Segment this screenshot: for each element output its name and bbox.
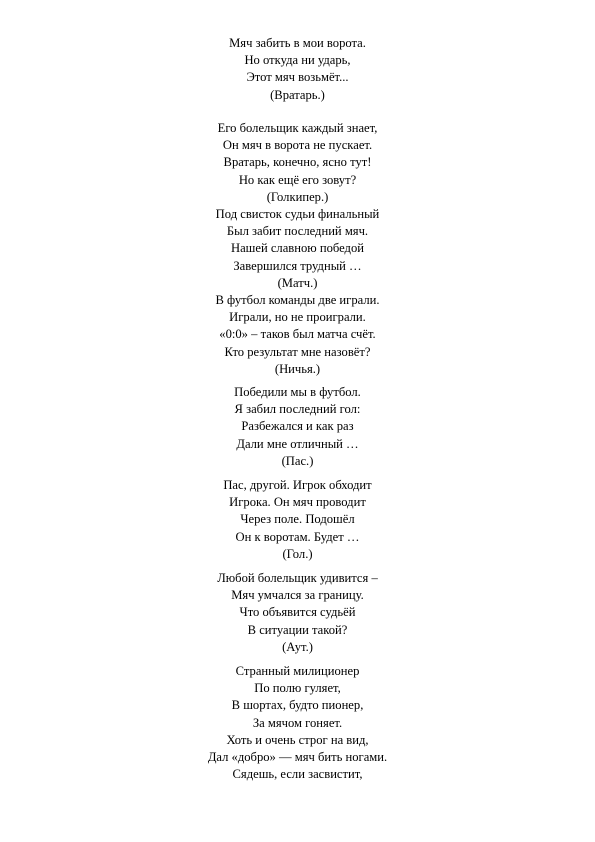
poem-line: Был забит последний мяч.: [226, 224, 369, 239]
poem-line: Он к воротам. Будет …: [235, 529, 360, 544]
riddle-referee: [0, 663, 595, 783]
poem-line: Любой болельщик удивится –: [217, 571, 378, 585]
poem-line: Играли, но не проиграли.: [229, 310, 366, 325]
riddle-answer: (Ничья.): [274, 361, 321, 376]
riddle-answer: (Голкипер.): [266, 189, 329, 204]
poem-line: Дали мне отличный …: [236, 436, 359, 451]
poem-line: Кто результат мне назовёт?: [224, 344, 371, 359]
poem-line: В ситуации такой?: [247, 622, 348, 637]
poem-line: Игрока. Он мяч проводит: [229, 495, 366, 510]
riddle-answer: (Гол.): [282, 546, 313, 561]
poem-line: В футбол команды две играли.: [215, 293, 380, 307]
riddle-draw: [0, 292, 595, 378]
poem-line: Разбежался и как раз: [241, 419, 354, 434]
riddle-answer: (Пас.): [281, 453, 314, 468]
riddle-answer: (Аут.): [282, 639, 313, 654]
riddle-goalkeeper-vratar: [0, 35, 595, 104]
poem-line: Но как ещё его зовут?: [238, 172, 357, 187]
poem-line: Под свисток судьи финальный: [215, 207, 380, 221]
poem-line: Завершился трудный …: [233, 258, 362, 273]
poem-line: Но откуда ни ударь,: [244, 53, 351, 68]
poem-line: По полю гуляет,: [254, 681, 341, 696]
poem-line: Я забил последний гол:: [234, 402, 361, 417]
poem-line: В шортах, будто пионер,: [231, 698, 364, 713]
poem-line: «0:0» – таков был матча счёт.: [219, 327, 376, 342]
poem-line: Мяч умчался за границу.: [231, 588, 364, 603]
poem-line: Хоть и очень строг на вид,: [226, 732, 369, 747]
poem-line: Он мяч в ворота не пускает.: [222, 138, 373, 153]
riddle-goal: [0, 477, 595, 563]
riddle-match: [0, 206, 595, 292]
poem-line: Его болельщик каждый знает,: [217, 121, 378, 135]
riddle-out: [0, 570, 595, 656]
poem-line: Странный милиционер: [235, 664, 360, 678]
poem-line: Мяч забить в мои ворота.: [229, 36, 366, 50]
poem-line: Этот мяч возьмёт...: [246, 70, 349, 85]
poem-line: За мячом гоняет.: [252, 715, 343, 730]
poem-line: Победили мы в футбол.: [234, 385, 361, 399]
poem-line: Нашей славною победой: [230, 241, 364, 256]
poem-line: Вратарь, конечно, ясно тут!: [223, 155, 372, 170]
riddle-goalkeeper-golkiper: [0, 120, 595, 206]
poem-line: Через поле. Подошёл: [240, 512, 355, 527]
riddle-answer: (Вратарь.): [270, 87, 325, 102]
riddle-answer: (Матч.): [277, 275, 318, 290]
poem-line: Пас, другой. Игрок обходит: [223, 478, 372, 492]
poem-line: Сядешь, если засвистит,: [232, 767, 363, 782]
poem-line: Что объявится судьёй: [239, 605, 356, 620]
riddle-pass: [0, 384, 595, 470]
poem-line: Дал «добро» — мяч бить ногами.: [207, 749, 388, 764]
